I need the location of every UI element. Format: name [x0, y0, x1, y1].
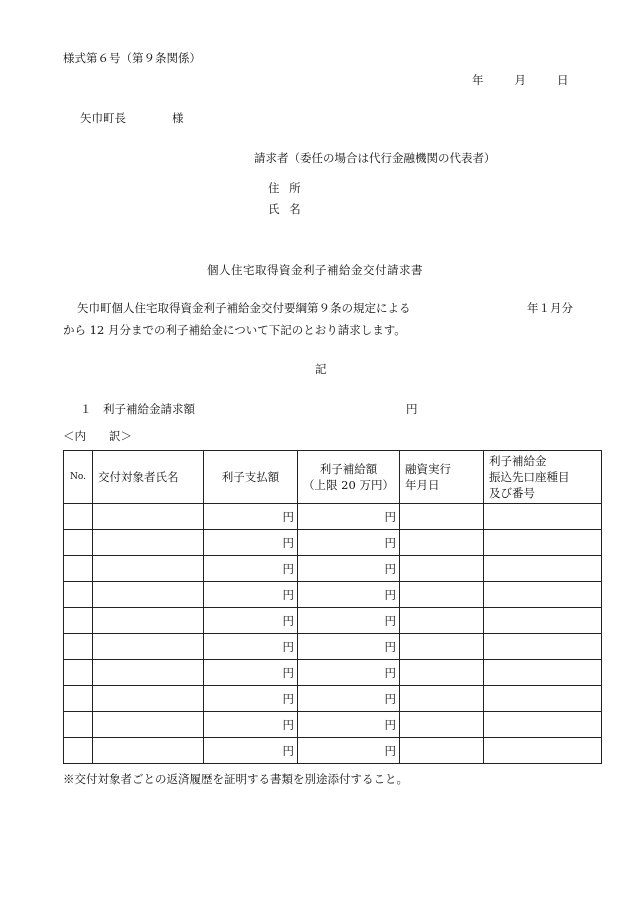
cell-subsidy[interactable]: 円: [298, 504, 400, 530]
table-row: [64, 530, 602, 556]
footnote: ※交付対象者ごとの返済履歴を証明する書類を別途添付すること。: [63, 772, 408, 786]
header-subsidy: [298, 451, 400, 504]
header-interest-paid: 利子支払額: [204, 451, 298, 504]
table-row: [64, 634, 602, 660]
cell-account[interactable]: [484, 712, 602, 738]
cell-interest-paid[interactable]: 円: [204, 712, 298, 738]
cell-loan-date[interactable]: [400, 556, 484, 582]
cell-account[interactable]: [484, 504, 602, 530]
body-line-2: から 12 月分までの利子補給金について下記のとおり請求します。: [63, 323, 406, 337]
cell-subsidy[interactable]: 円: [298, 634, 400, 660]
date-year: 年: [472, 73, 484, 87]
cell-loan-date[interactable]: [400, 738, 484, 764]
body-line-1: 矢巾町個人住宅取得資金利子補給金交付要綱第９条の規定による: [77, 301, 411, 315]
item1-unit: 円: [406, 402, 418, 416]
cell-account[interactable]: [484, 738, 602, 764]
form-number: 様式第６号（第９条関係）: [63, 51, 201, 65]
cell-name[interactable]: [93, 660, 204, 686]
cell-interest-paid[interactable]: 円: [204, 608, 298, 634]
cell-account[interactable]: [484, 634, 602, 660]
cell-subsidy[interactable]: 円: [298, 556, 400, 582]
cell-name[interactable]: [93, 582, 204, 608]
cell-interest-paid[interactable]: 円: [204, 634, 298, 660]
cell-account[interactable]: [484, 530, 602, 556]
header-subsidy-line2: （上限 20 万円）: [303, 478, 394, 492]
date-line: [472, 72, 569, 88]
cell-account[interactable]: [484, 660, 602, 686]
cell-interest-paid[interactable]: 円: [204, 738, 298, 764]
cell-no[interactable]: [64, 530, 93, 556]
cell-account[interactable]: [484, 582, 602, 608]
table-row: [64, 556, 602, 582]
cell-account[interactable]: [484, 556, 602, 582]
cell-no[interactable]: [64, 634, 93, 660]
cell-no[interactable]: [64, 504, 93, 530]
cell-loan-date[interactable]: [400, 504, 484, 530]
header-loan-date-line1: 融資実行: [405, 462, 451, 476]
cell-subsidy[interactable]: 円: [298, 738, 400, 764]
cell-loan-date[interactable]: [400, 660, 484, 686]
cell-subsidy[interactable]: 円: [298, 530, 400, 556]
cell-subsidy[interactable]: 円: [298, 582, 400, 608]
cell-interest-paid[interactable]: 円: [204, 660, 298, 686]
cell-loan-date[interactable]: [400, 582, 484, 608]
header-name: 交付対象者氏名: [93, 451, 204, 504]
cell-no[interactable]: [64, 660, 93, 686]
table-row: [64, 712, 602, 738]
cell-account[interactable]: [484, 608, 602, 634]
cell-loan-date[interactable]: [400, 686, 484, 712]
header-loan-date-line2: 年月日: [405, 478, 440, 492]
header-account-line1: 利子補給金: [489, 454, 547, 468]
cell-loan-date[interactable]: [400, 712, 484, 738]
table-row: [64, 608, 602, 634]
table-header-row: [64, 451, 602, 504]
cell-no[interactable]: [64, 712, 93, 738]
cell-no[interactable]: [64, 582, 93, 608]
header-subsidy-line1: 利子補給額: [319, 462, 378, 476]
cell-name[interactable]: [93, 712, 204, 738]
requester-label: 請求者（委任の場合は代行金融機関の代表者）: [254, 151, 496, 165]
cell-subsidy[interactable]: 円: [298, 712, 400, 738]
cell-interest-paid[interactable]: 円: [204, 686, 298, 712]
name-label: 氏 名: [268, 202, 304, 216]
cell-subsidy[interactable]: 円: [298, 608, 400, 634]
cell-name[interactable]: [93, 686, 204, 712]
addressee: 矢巾町長 様: [80, 111, 184, 125]
cell-interest-paid[interactable]: 円: [204, 530, 298, 556]
address-label: 住 所: [268, 181, 304, 195]
table-row: [64, 582, 602, 608]
cell-no[interactable]: [64, 686, 93, 712]
cell-name[interactable]: [93, 530, 204, 556]
cell-account[interactable]: [484, 686, 602, 712]
cell-name[interactable]: [93, 556, 204, 582]
cell-subsidy[interactable]: 円: [298, 660, 400, 686]
header-account-line2: 振込先口座種目: [489, 470, 570, 484]
cell-interest-paid[interactable]: 円: [204, 504, 298, 530]
cell-loan-date[interactable]: [400, 608, 484, 634]
cell-subsidy[interactable]: 円: [298, 686, 400, 712]
table-row: [64, 504, 602, 530]
cell-name[interactable]: [93, 738, 204, 764]
cell-loan-date[interactable]: [400, 634, 484, 660]
cell-interest-paid[interactable]: 円: [204, 582, 298, 608]
date-day: 日: [557, 73, 569, 87]
cell-name[interactable]: [93, 608, 204, 634]
cell-name[interactable]: [93, 634, 204, 660]
header-account-line3: 及び番号: [489, 486, 535, 500]
body-line-1-tail: 年１月分: [527, 301, 573, 315]
document-title: 個人住宅取得資金利子補給金交付請求書: [207, 263, 423, 277]
header-no: No.: [64, 451, 93, 504]
table-row: [64, 686, 602, 712]
breakdown-table: [63, 450, 602, 764]
header-loan-date: [400, 451, 484, 504]
table-row: [64, 738, 602, 764]
table-row: [64, 660, 602, 686]
item1-label: １ 利子補給金請求額: [80, 402, 195, 416]
cell-no[interactable]: [64, 738, 93, 764]
cell-no[interactable]: [64, 556, 93, 582]
ki-heading: 記: [315, 362, 327, 376]
cell-loan-date[interactable]: [400, 530, 484, 556]
breakdown-label: ＜内 訳＞: [63, 429, 132, 443]
cell-interest-paid[interactable]: 円: [204, 556, 298, 582]
cell-name[interactable]: [93, 504, 204, 530]
date-month: 月: [514, 73, 526, 87]
cell-no[interactable]: [64, 608, 93, 634]
header-account: [484, 451, 602, 504]
